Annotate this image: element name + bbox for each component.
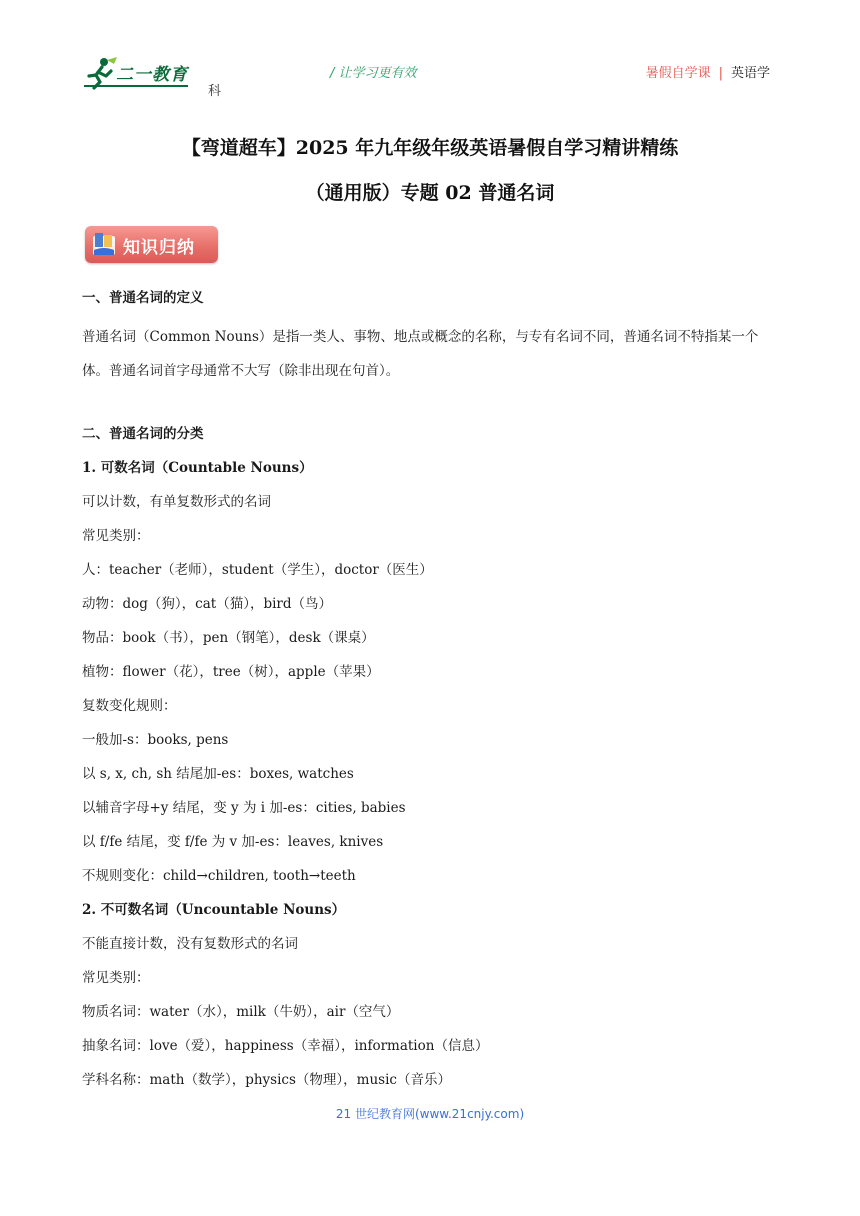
list-item: 动物：dog（狗），cat（猫），bird（鸟）	[82, 596, 333, 612]
course-label: 暑假自学课	[645, 66, 711, 81]
header-course-info	[646, 62, 770, 81]
plural-rules-label: 复数变化规则：	[82, 698, 177, 714]
list-item: 抽象名词：love（爱），happiness（幸福），information（信息）	[82, 1038, 489, 1054]
list-item: 不规则变化：child→children, tooth→teeth	[82, 868, 356, 884]
subject-label: 英语学	[730, 66, 770, 81]
list-item: 植物：flower（花），tree（树），apple（苹果）	[82, 664, 380, 680]
list-item: 学科名称：math（数学），physics（物理），music（音乐）	[82, 1072, 451, 1088]
page-footer: 21 世纪教育网(www.21cnjy.com)	[335, 1107, 525, 1121]
brand-logo	[84, 56, 194, 90]
list-item: 以 s, x, ch, sh 结尾加-es：boxes, watches	[82, 766, 354, 782]
header-separator: |	[718, 66, 723, 81]
list-item: 一般加-s：books, pens	[82, 732, 229, 748]
logo-underline	[84, 85, 188, 87]
badge-label: 知识归纳	[123, 238, 195, 258]
list-item: 以 f/fe 结尾，变 f/fe 为 v 加-es：leaves, knives	[82, 834, 384, 850]
uncountable-categories-label: 常见类别：	[82, 970, 150, 986]
logo-text: 二一教育	[116, 65, 188, 85]
definition-paragraph: 普通名词（Common Nouns）是指一类人、事物、地点或概念的名称，与专有名词不同，普通名词不特指某一个体。普通名词首字母通常不大写（除非出现在句首）。	[82, 329, 759, 379]
header-slogan: / 让学习更有效	[330, 66, 417, 81]
knowledge-summary-badge	[85, 226, 218, 263]
uncountable-definition: 不能直接计数，没有复数形式的名词	[82, 936, 298, 952]
list-item: 物品：book（书），pen（钢笔），desk（课桌）	[82, 630, 375, 646]
book-icon	[91, 230, 117, 258]
page-header	[0, 0, 860, 110]
section-heading-classification: 二、普通名词的分类	[82, 426, 204, 442]
uncountable-heading: 2. 不可数名词（Uncountable Nouns）	[82, 902, 346, 918]
countable-heading: 1. 可数名词（Countable Nouns）	[82, 460, 313, 476]
countable-definition: 可以计数，有单复数形式的名词	[82, 494, 271, 510]
header-subject-tail: 科	[208, 84, 222, 99]
section-heading-definition: 一、普通名词的定义	[82, 290, 204, 306]
list-item: 人：teacher（老师），student（学生），doctor（医生）	[82, 562, 433, 578]
list-item: 物质名词：water（水），milk（牛奶），air（空气）	[82, 1004, 400, 1020]
spacer	[82, 388, 782, 422]
list-item: 以辅音字母+y 结尾，变 y 为 i 加-es：cities, babies	[82, 800, 406, 816]
document-body	[82, 286, 782, 1102]
document-title-line-2: （通用版）专题 02 普通名词	[305, 182, 555, 204]
countable-categories-label: 常见类别：	[82, 528, 150, 544]
document-title-line-1: 【弯道超车】2025 年九年级年级英语暑假自学习精讲精练	[181, 137, 679, 159]
